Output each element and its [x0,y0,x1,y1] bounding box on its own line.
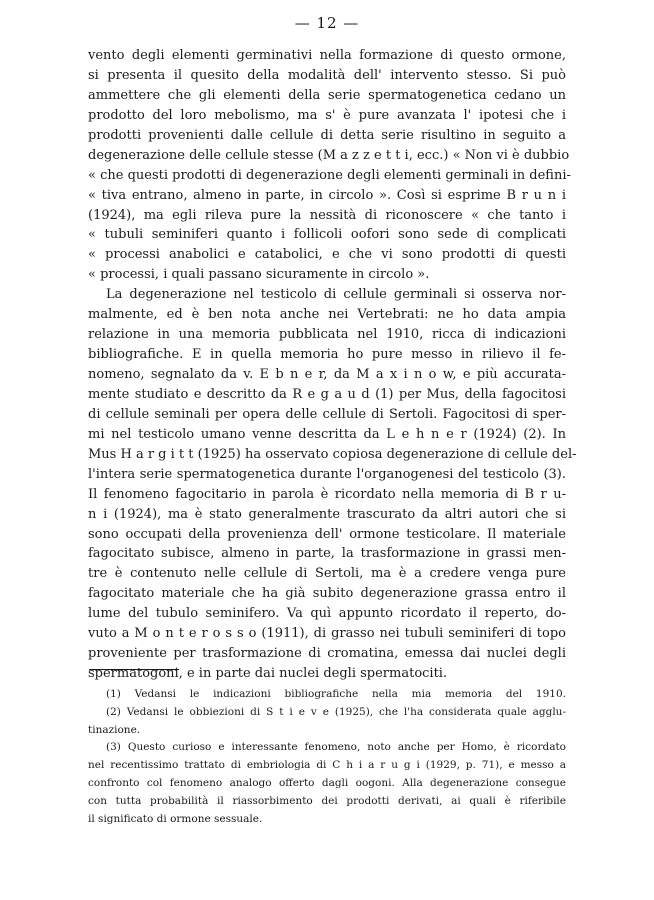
text-line: l'intera serie spermatogenetica durante l'organogenesi del testicolo (3). [88,466,566,482]
text-line: prodotti provenienti dalle cellule di detta serie risultino in seguito a [88,127,566,143]
text-line: Mus H a r g i t t (1925) ha osservato copiosa degenerazione di cellule del- [88,446,577,462]
text-line: si presenta il quesito della modalità dell' intervento stesso. Si può [88,67,566,83]
footnote-3: (3) Questo curioso e interessante fenomeno, noto anche per Homo, è ricordato [106,741,566,754]
text-line: mi nel testicolo umano venne descritta da L e h n e r (1924) (2). In [88,426,566,442]
text-line: n i (1924), ma è stato generalmente trascurato da altri autori che si [88,506,566,522]
text-line: (1924), ma egli rileva pure la nessità di riconoscere « che tanto i [88,207,566,223]
text-line: vento degli elementi germinativi nella formazione di questo ormone, [88,48,566,63]
text-line: tre è contenuto nelle cellule di Sertoli, ma è a credere venga pure [88,566,566,582]
text-line: fagocitato subisce, almeno in parte, la trasformazione in grassi men- [88,546,566,562]
text-line: malmente, ed è ben nota anche nei Vertebrati: ne ho data ampia [88,307,566,323]
paragraph-start: La degenerazione nel testicolo di cellule germinali si osserva nor- [106,287,566,303]
text-line: degenerazione delle cellule stesse (M a z z e t t i, ecc.) « Non vi è dubbio [88,147,570,163]
text-line: « tiva entrano, almeno in parte, in circolo ». Così si esprime B r u n i [88,187,566,203]
footnote-line: con tutta probabilità il riassorbimento dei prodotti derivati, ai quali è riferibile [88,794,566,807]
text-line: « che questi prodotti di degenerazione degli elementi germinali in defini- [88,167,571,183]
footnote-1: (1) Vedansi le indicazioni bibliografiche nella mia memoria del 1910. [106,688,566,700]
footnote-line: nel recentissimo trattato di embriologia di C h i a r u g i (1929, p. 71), e messo a [88,759,566,772]
text-line: spermatogoni, e in parte dai nuclei degli spermatociti. [88,666,448,682]
footnote-line: tinazione. [88,723,141,736]
text-line: sono occupati della provenienza dell' ormone testicolare. Il materiale [88,526,566,542]
text-line: « tubuli seminiferi quanto i follicoli oofori sono sede di complicati [88,227,566,243]
footnote-line: confronto col fenomeno analogo offerto dagli oogoni. Alla degenerazione consegue [88,776,566,789]
footnote-2: (2) Vedansi le obbiezioni di S t i e v e (1925), che l'ha considerata quale agglu- [106,705,566,718]
text-line: di cellule seminali per opera delle cellule di Sertoli. Fagocitosi di sper- [88,406,566,422]
text-line: lume del tubulo seminifero. Va quì appunto ricordato il reperto, do- [88,606,566,622]
text-line: vuto a M o n t e r o s s o (1911), di grasso nei tubuli seminiferi di topo [88,626,566,642]
text-line: « processi anabolici e catabolici, e che vi sono prodotti di questi [88,247,566,263]
footnotes [88,686,566,828]
text-line: relazione in una memoria pubblicata nel 1910, ricca di indicazioni [88,327,566,343]
text-line: mente studiato e descritto da R e g a u d (1) per Mus, della fagocitosi [88,386,566,402]
footnote-line: il significato di ormone sessuale. [88,812,263,825]
text-line: fagocitato materiale che ha già subito degenerazione grassa entro il [88,586,566,602]
text-line: nomeno, segnalato da v. E b n e r, da M a x i n o w, e più accurata- [88,367,566,382]
page-number: — 12 — [294,14,360,32]
text-line: Il fenomeno fagocitario in parola è ricordato nella memoria di B r u- [88,486,566,502]
text-line: proveniente per trasformazione di cromatina, emessa dai nuclei degli [88,646,566,662]
main-text [88,46,577,684]
text-line: ammettere che gli elementi della serie spermatogenetica cedano un [88,87,566,103]
text-line: bibliografiche. E in quella memoria ho pure messo in rilievo il fe- [88,347,566,363]
footnote-divider [89,669,179,670]
text-line: « processi, i quali passano sicuramente in circolo ». [88,267,430,283]
text-line: prodotto del loro mebolismo, ma s' è pure avanzata l' ipotesi che i [88,107,566,123]
